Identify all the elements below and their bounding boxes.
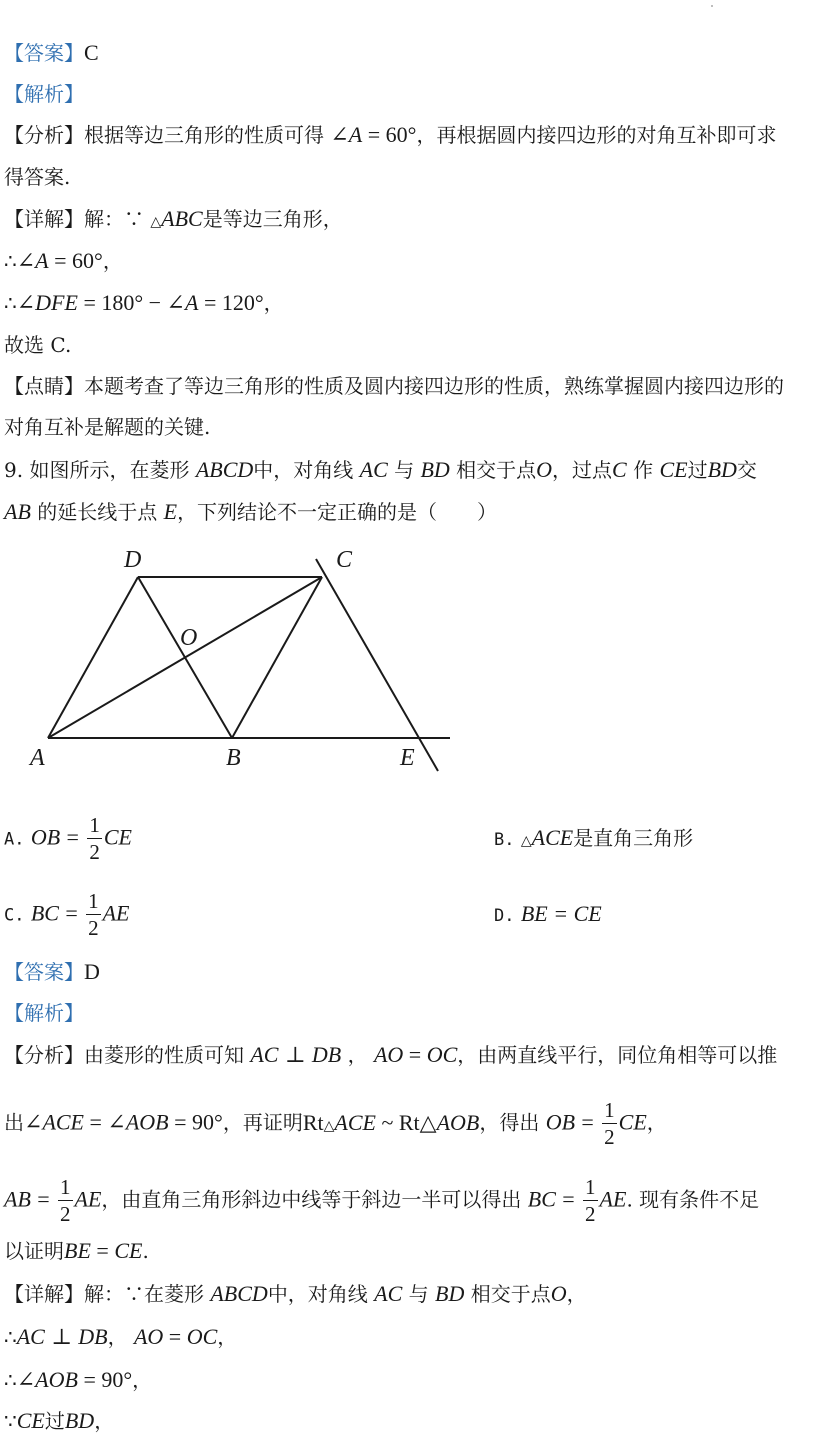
segment-bc (232, 577, 322, 738)
formula: BD (707, 457, 737, 482)
text: AE (102, 900, 130, 926)
text: 相交于点 (456, 458, 537, 482)
fraction-half (58, 1177, 73, 1225)
text: 以证明 (4, 1239, 64, 1263)
label-b: B (226, 745, 241, 771)
formula: = (403, 1042, 427, 1067)
detail-line-2: ∴AC ⊥ DB， AO = OC， (4, 1324, 238, 1349)
detail-tag: 【详解】 (4, 207, 84, 231)
prev-detail-line-3: ∴∠DFE = 180° − ∠A = 120°， (4, 290, 284, 315)
text: 解：∵ (84, 207, 144, 231)
text: D. (494, 906, 515, 926)
text: 是等边三角形， (202, 207, 343, 231)
fenxi-line-2: 出∠ACE = ∠AOB = 90°，再证明Rt△ACE ~ Rt△AOB，得出 OB = $\frac{1}{2}$ CE， (4, 1098, 667, 1149)
prev-comment-line-1 (4, 372, 784, 400)
text: ，下列结论不一定正确的是（ ） (177, 500, 498, 524)
text: 1 (88, 889, 99, 913)
answer-value: D (84, 959, 100, 984)
formula: BE (64, 1238, 91, 1263)
text: 2 (604, 1125, 615, 1149)
formula: ∠ACE = ∠AOB = 90° (24, 1109, 223, 1135)
prev-analysis-line (4, 80, 84, 108)
formula: AC (359, 457, 388, 482)
formula: = (66, 824, 79, 850)
formula: BD (64, 1408, 95, 1433)
prev-detail-line-2: ∴∠A = 60°， (4, 248, 123, 273)
text: 与 (408, 1282, 429, 1306)
formula: DB (78, 1324, 108, 1349)
formula: E (163, 499, 178, 524)
answer-line (4, 958, 100, 986)
segment-ad (48, 577, 138, 738)
text: C. (4, 905, 25, 926)
formula: ABCD (210, 1281, 268, 1306)
text: ，由两直线平行，同位角相等可以推 (457, 1043, 778, 1067)
text: 与 (394, 458, 415, 482)
text: B. (494, 830, 515, 850)
text: 2 (585, 1202, 596, 1226)
formula: ∠A = 60° (16, 248, 103, 273)
text: 的延长线于点 (37, 500, 158, 524)
question-line-2 (4, 498, 497, 526)
formula: ⊥ (284, 1042, 306, 1067)
formula: = (581, 1109, 594, 1135)
rhombus-figure (20, 545, 460, 780)
text: 根据等边三角形的性质可得 (84, 123, 324, 147)
formula: BD (435, 1281, 465, 1306)
formula: BC (527, 1186, 556, 1212)
fenxi-line-4: 以证明BE = CE. (4, 1238, 149, 1263)
formula: ∠AOB = 90° (16, 1367, 133, 1392)
fraction-half (86, 891, 101, 939)
text: 出 (4, 1110, 24, 1135)
label-c: C (336, 547, 353, 573)
option-a (4, 815, 132, 863)
text: 中，对角线 (253, 458, 354, 482)
text: OB (30, 824, 61, 850)
text: 1 (585, 1175, 596, 1199)
formula: △ABC (150, 206, 203, 231)
formula: AC (16, 1324, 45, 1349)
text: 由菱形的性质可知 (84, 1043, 244, 1067)
formula: Rt△ACE ~ Rt△AOB (302, 1109, 480, 1135)
scan-speck (711, 5, 713, 7)
text: ，由直角三角形斜边中线等于斜边一半可以得出 (101, 1187, 522, 1212)
formula: AE (74, 1186, 102, 1212)
option-d (494, 900, 602, 930)
formula: CE (618, 1109, 647, 1135)
fraction-half (583, 1177, 598, 1225)
text: BE = CE (520, 901, 602, 926)
fenxi-line-3 (4, 1177, 759, 1225)
analysis-line (4, 999, 84, 1027)
formula: CE (659, 457, 688, 482)
detail-line-4: ∵CE过BD， (4, 1408, 115, 1433)
text: ， (347, 1043, 368, 1067)
analysis-tag: 【解析】 (4, 82, 84, 106)
prev-fenxi-line-2 (4, 163, 70, 191)
text: 过 (687, 458, 708, 482)
question-line-1 (4, 456, 757, 484)
text: . 现有条件不足 (626, 1187, 760, 1212)
option-b: B. △ACE是直角三角形 (494, 825, 694, 850)
detail-tag: 【详解】 (4, 1282, 84, 1306)
text: BC (30, 900, 59, 926)
text: ， (107, 1325, 128, 1349)
formula: AE (599, 1186, 627, 1212)
text: ACE (531, 825, 574, 850)
formula: C (612, 457, 627, 482)
fenxi-line-1 (4, 1041, 777, 1069)
text: ，得出 (479, 1110, 540, 1135)
answer-tag: 【答案】 (4, 960, 84, 984)
prev-choice-line (4, 331, 71, 359)
text: ∴ (4, 291, 17, 315)
formula: AB (4, 499, 31, 524)
text: 解：∵在菱形 (84, 1282, 204, 1306)
fenxi-tag: 【分析】 (4, 1043, 84, 1067)
text: 作 (633, 458, 654, 482)
text: 是直角三角形 (573, 826, 694, 850)
text: ∴ (4, 1325, 17, 1349)
label-o: O (180, 625, 198, 651)
line-ce (316, 559, 438, 771)
text: 1 (89, 813, 100, 837)
formula: AC (374, 1281, 403, 1306)
text: 1 (604, 1098, 615, 1122)
formula: OC (186, 1324, 218, 1349)
answer-tag: 【答案】 (4, 41, 84, 65)
text: ，过点 (552, 458, 613, 482)
formula: O (550, 1281, 567, 1306)
formula: CE (16, 1408, 45, 1433)
text: 2 (88, 916, 99, 940)
text: 如图所示，在菱形 (29, 458, 190, 482)
text: CE (103, 824, 132, 850)
text: ∴ (4, 1368, 17, 1392)
text: ∴ (4, 249, 17, 273)
formula: = (37, 1186, 50, 1212)
text: 2 (89, 840, 100, 864)
text: ∵ (4, 1409, 17, 1433)
formula: O (536, 457, 553, 482)
option-c (4, 891, 130, 939)
text: 中，对角线 (267, 1282, 368, 1306)
text: 得答案. (4, 165, 71, 189)
formula: = (562, 1186, 575, 1212)
text: 相交于点 (470, 1282, 551, 1306)
text: A. (4, 829, 25, 850)
formula: OB (545, 1109, 576, 1135)
diagonal-bd (138, 577, 232, 738)
formula: AB (4, 1186, 31, 1212)
label-a: A (30, 745, 45, 771)
label-d: D (124, 547, 142, 573)
formula: = (163, 1324, 187, 1349)
formula: ∠DFE = 180° − ∠A = 120° (16, 290, 264, 315)
formula: = (65, 900, 78, 926)
prev-detail-line-1 (4, 205, 343, 237)
prev-answer-value: C (84, 40, 99, 65)
detail-line-1: 【详解】解：∵在菱形 ABCD中，对角线 AC 与 BD 相交于点O， (4, 1281, 587, 1306)
formula: DB (311, 1042, 342, 1067)
formula: OC (426, 1042, 458, 1067)
text: 交 (736, 458, 757, 482)
formula: = (90, 1238, 115, 1263)
question-number: 9. (4, 458, 24, 482)
prev-comment-line-2 (4, 413, 210, 441)
text: 2 (60, 1202, 71, 1226)
prev-fenxi-line-1 (4, 121, 776, 149)
text: 对角互补是解题的关键. (4, 415, 211, 439)
detail-line-3: ∴∠AOB = 90°， (4, 1367, 153, 1392)
comment-tag: 【点睛】 (4, 374, 84, 398)
formula: AO (133, 1324, 164, 1349)
prev-answer-line (4, 39, 99, 67)
analysis-tag: 【解析】 (4, 1001, 84, 1025)
label-e: E (400, 745, 415, 771)
text: 故选 C. (4, 333, 72, 357)
text: ，再证明 (222, 1110, 303, 1135)
fraction-half (87, 815, 102, 863)
text: 过 (44, 1409, 65, 1433)
formula: ⊥ (51, 1324, 72, 1349)
formula: CE (114, 1238, 143, 1263)
formula: ABCD (195, 457, 254, 482)
text: 1 (60, 1175, 71, 1199)
formula: AO (373, 1042, 404, 1067)
fraction-half (602, 1100, 617, 1148)
text: ，再根据圆内接四边形的对角互补即可求 (416, 123, 777, 147)
formula: AC (250, 1042, 279, 1067)
text: 本题考查了等边三角形的性质及圆内接四边形的性质，熟练掌握圆内接四边形的 (84, 374, 784, 398)
formula: BD (420, 457, 450, 482)
formula: ∠A = 60° (330, 122, 417, 147)
fenxi-tag: 【分析】 (4, 123, 84, 147)
